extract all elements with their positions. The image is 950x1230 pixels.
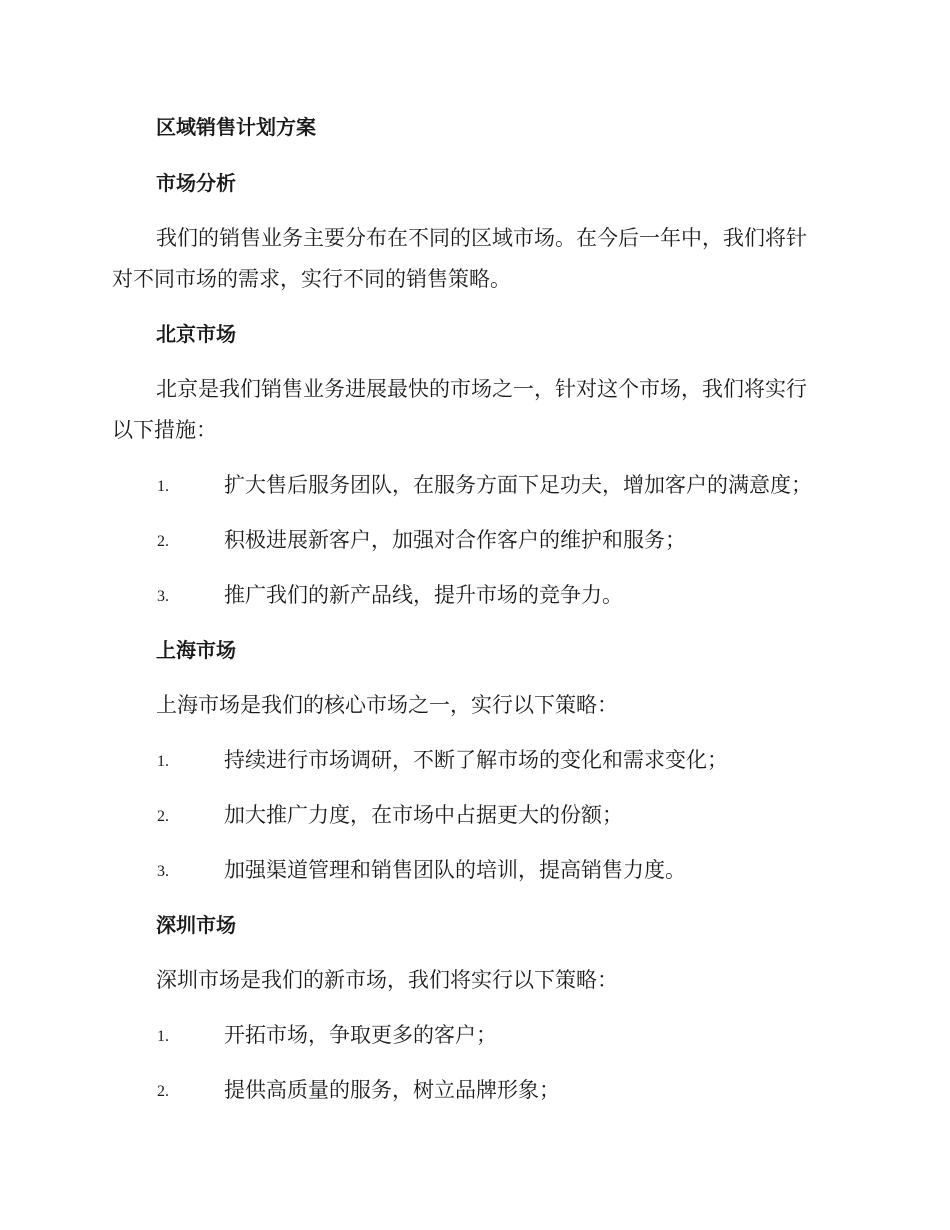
list-item-number: 2. [157, 1083, 169, 1100]
list-item-number: 1. [157, 1028, 169, 1045]
section-heading-shanghai: 上海市场 [156, 638, 236, 662]
list-item: 加强渠道管理和销售团队的培训，提高销售力度。 [224, 858, 686, 882]
paragraph-line: 对不同市场的需求，实行不同的销售策略。 [112, 267, 511, 291]
paragraph-line: 以下措施： [112, 418, 217, 442]
list-item: 开拓市场，争取更多的客户； [224, 1023, 497, 1047]
list-item-number: 1. [157, 478, 169, 495]
paragraph-line: 上海市场是我们的核心市场之一，实行以下策略： [156, 693, 618, 717]
list-item-number: 3. [157, 588, 169, 605]
section-heading-shenzhen: 深圳市场 [156, 913, 236, 937]
document-title: 区域销售计划方案 [156, 115, 316, 139]
paragraph-line: 北京是我们销售业务进展最快的市场之一，针对这个市场，我们将实行 [156, 377, 807, 401]
list-item: 推广我们的新产品线，提升市场的竞争力。 [224, 583, 623, 607]
list-item-number: 1. [157, 753, 169, 770]
list-item: 持续进行市场调研，不断了解市场的变化和需求变化； [224, 748, 728, 772]
list-item-number: 2. [157, 808, 169, 825]
section-heading-beijing: 北京市场 [156, 322, 236, 346]
list-item: 加大推广力度，在市场中占据更大的份额； [224, 803, 623, 827]
paragraph-line: 深圳市场是我们的新市场，我们将实行以下策略： [156, 968, 618, 992]
list-item-number: 3. [157, 863, 169, 880]
paragraph-line: 我们的销售业务主要分布在不同的区域市场。在今后一年中，我们将针 [156, 226, 807, 250]
list-item: 扩大售后服务团队，在服务方面下足功夫，增加客户的满意度； [224, 473, 812, 497]
list-item: 提供高质量的服务，树立品牌形象； [224, 1078, 560, 1102]
list-item-number: 2. [157, 533, 169, 550]
section-heading-market-analysis: 市场分析 [156, 171, 236, 195]
list-item: 积极进展新客户，加强对合作客户的维护和服务； [224, 528, 686, 552]
